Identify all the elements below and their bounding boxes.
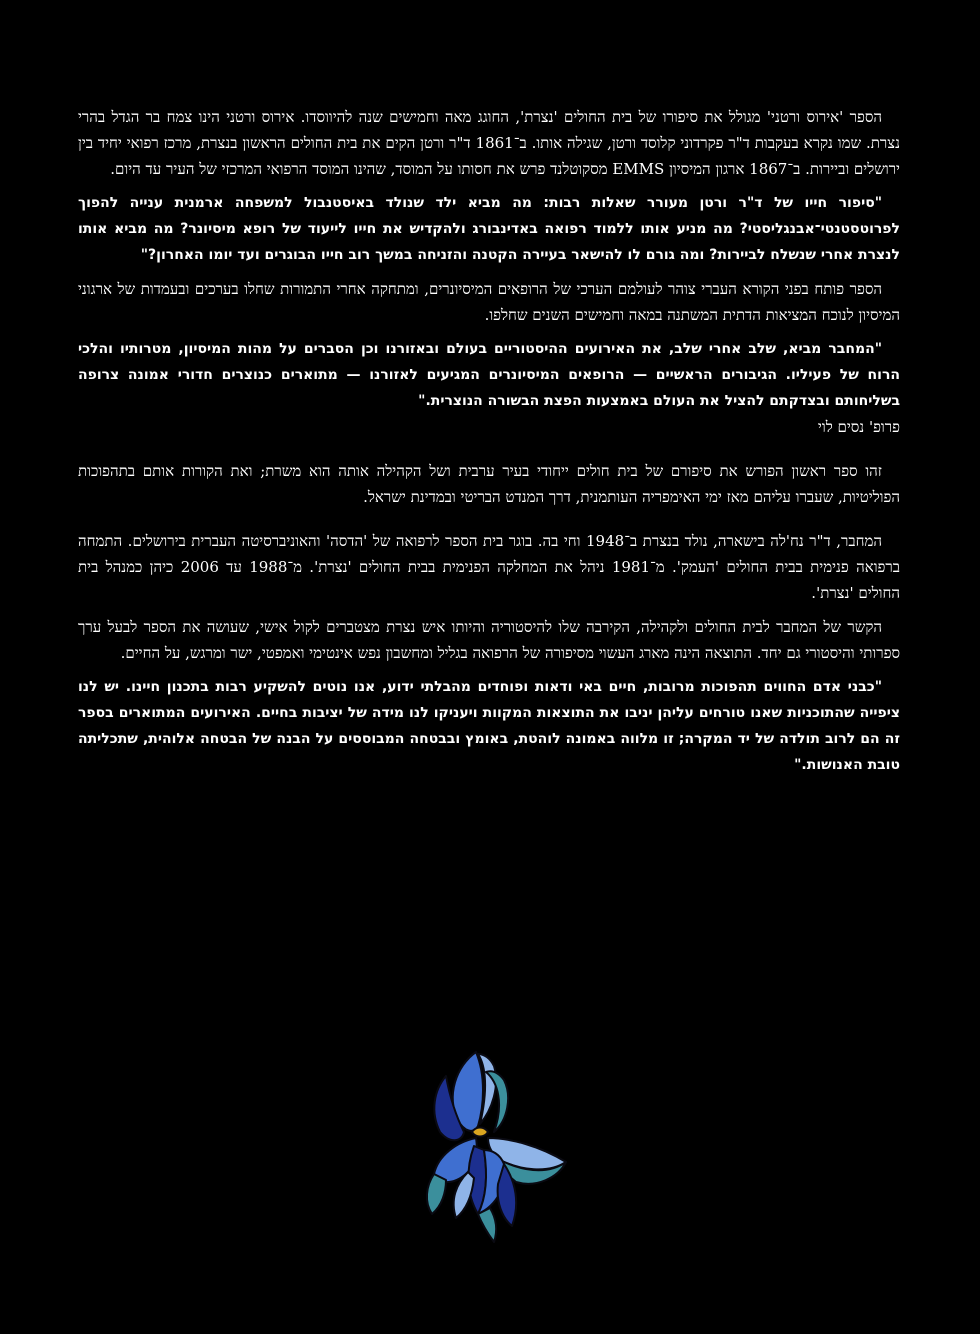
iris-flower-stained-glass-icon <box>416 1046 576 1246</box>
intro-paragraph: הספר 'אירוס ורטני' מגולל את סיפורו של בית החולים 'נצרת', החוגג מאה וחמישים שנה להיווסדו. אירוס ורטני הינו צמח בר הגדל בהרי נצרת. שמו נקרא בעקבות ד"ר פקרדוני קלוסד ורטן, שגילה אותו. ב־1861 ד"ר ורטן הקים את בית החולים הראשון בנצרת, מרכז רפואי יחיד בין ירושלים וביירות. ב־1867 ארגון המיסיון EMMS מסקוטלנד פרש את חסותו על המוסד, שהינו המוסד הרפואי המרכזי של העיר עד היום. <box>78 108 900 178</box>
missionaries-paragraph: הספר פותח בפני הקורא העברי צוהר לעולמם הערכי של הרופאים המיסיונרים, ומתחקה אחרי התמורות שחלו בערכים ובעמדות של ארגוני המיסיון לנוכח המציאות הדתית המשתנה במאה וחמישים השנים שחלפו. <box>78 280 900 324</box>
back-cover-text <box>78 104 900 786</box>
first-book-paragraph: זהו ספר ראשון הפורש את סיפורם של בית חולים ייחודי בעיר ערבית ושל הקהילה אותה הוא משרת; ואת הקורות אותם בתהפוכות הפוליטיות, שעברו עליהם מאז ימי האימפריה העותמנית, דרך המנדט הבריטי ובמדינת ישראל. <box>78 462 900 506</box>
reviewer-signature: פרופ' נסים לוי <box>817 418 900 436</box>
quote-closing-paragraph: "כבני אדם החווים תהפוכות מרובות, חיים באי ודאות ופוחדים מהבלתי ידוע, אנו נוטים להשקיע רבות בתכנון חיינו. יש לנו ציפייה שהתוכניות שאנו טורחים עליהן יניבו את התוצאות המקוות ויעניקו לנו מידה של יציבות בחיים. האירועים המתוארים בספר זה הם לרוב תולדה של יד המקרה; זו מלווה באמונה לוהטת, באומץ ובבטחה המבוססים על הבנה של הבטחה אלוהית, שתכליתה טובת האנושות." <box>78 679 900 773</box>
quote-review-paragraph: "המחבר מביא, שלב אחרי שלב, את האירועים ההיסטוריים בעולם ובאזורנו וכן הסברים על מהות המיסיון, מטרותיו והלכי הרוח של פעיליו. הגיבורים הראשיים — הרופאים המיסיונרים המגיעים לאזורנו — מתוארים כנוצרים חדורי אמונה צרופה בשליחותם ובצדקתם להציל את העולם באמצעות הפצת הבשורה הנוצרית." <box>78 341 900 409</box>
author-bio-paragraph: המחבר, ד"ר נח'לה בישארה, נולד בנצרת ב־1948 וחי בה. בוגר בית הספר לרפואה של 'הדסה' והאוניברסיטה העברית בירושלים. התמחה ברפואה פנימית בבית החולים 'העמק'. מ־1981 ניהל את המחלקה הפנימית בבית החולים 'נצרת'. מ־1988 עד 2006 כיהן כמנהל בית החולים 'נצרת'. <box>78 532 900 602</box>
author-connection-paragraph: הקשר של המחבר לבית החולים ולקהילה, הקירבה שלו להיסטוריה והיותו איש נצרת מצטברים לקול אישי, שעושה את הספר לבעל ערך ספרותי והיסטורי גם יחד. התוצאה הינה מארג העשוי מסיפורה של הרפואה בגליל ומחשבון נפש אינטימי ואמפטי, ישר ומרגש, על החיים. <box>78 618 900 662</box>
quote-questions-paragraph: "סיפור חייו של ד"ר ורטן מעורר שאלות רבות: מה מביא ילד שנולד באיסטנבול למשפחה ארמנית ענייה להפוך לפרוטסטנטי־אבנגליסטי? מה מניע אותו ללמוד רפואה באדינבורג ולהקדיש את חייו לייעוד של רופא מיסיונר? מה מביא אותו לנצרת אחרי שנשלח לביירות? ומה גורם לו להישאר בעיירה הקטנה והזניחה במשך רוב חייו הבוגרים ועד יומו האחרון?" <box>78 195 900 263</box>
